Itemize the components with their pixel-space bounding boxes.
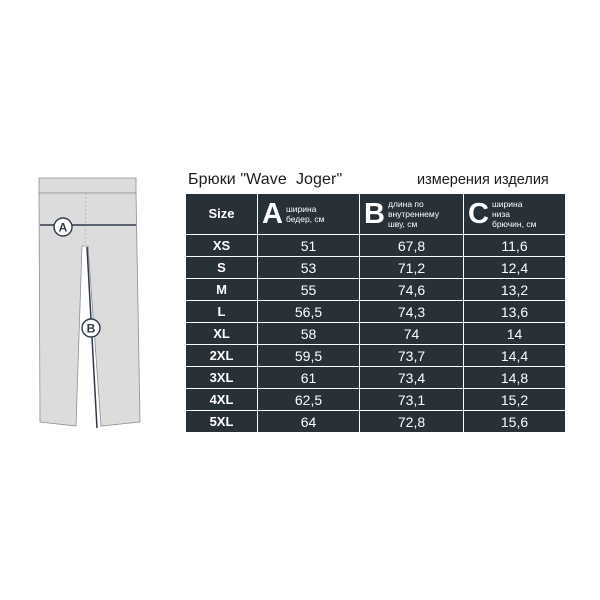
hem-width-cell: 15,6 <box>464 411 566 433</box>
inseam-length-cell: 74,3 <box>360 301 464 323</box>
size-cell: L <box>186 301 258 323</box>
table-row <box>186 279 566 301</box>
pants-illustration <box>20 160 180 440</box>
hem-width-cell: 13,6 <box>464 301 566 323</box>
table-row <box>186 235 566 257</box>
header-hem-width-label: ширина низа брючин, см <box>491 199 537 229</box>
hip-width-cell: 58 <box>258 323 360 345</box>
pants-waistband <box>39 178 136 193</box>
hip-width-cell: 55 <box>258 279 360 301</box>
marker-b-label: B <box>86 321 96 336</box>
size-cell: 5XL <box>186 411 258 433</box>
hem-width-cell: 15,2 <box>464 389 566 411</box>
inseam-length-cell: 73,7 <box>360 345 464 367</box>
table-row <box>186 345 566 367</box>
table-row <box>186 301 566 323</box>
hip-width-cell: 62,5 <box>258 389 360 411</box>
table-row <box>186 257 566 279</box>
header-hip-width-label: ширина бедер, см <box>285 204 325 224</box>
pants-drawing <box>20 160 180 440</box>
product-title: Брюки "Wave Joger" <box>188 171 343 188</box>
size-cell: XL <box>186 323 258 345</box>
hip-width-cell: 64 <box>258 411 360 433</box>
header-inseam-length-label: длина по внутреннему шву, см <box>387 199 440 229</box>
hip-width-cell: 61 <box>258 367 360 389</box>
marker-a-label: A <box>58 220 68 235</box>
header-letter-a: A <box>262 197 283 230</box>
hip-width-cell: 51 <box>258 235 360 257</box>
hem-width-cell: 14,4 <box>464 345 566 367</box>
header-inseam-length <box>360 194 464 235</box>
table-row <box>186 389 566 411</box>
hem-width-cell: 13,2 <box>464 279 566 301</box>
inseam-length-cell: 71,2 <box>360 257 464 279</box>
size-cell: M <box>186 279 258 301</box>
table-row <box>186 367 566 389</box>
size-cell: S <box>186 257 258 279</box>
inseam-length-cell: 73,1 <box>360 389 464 411</box>
table-row <box>186 323 566 345</box>
hem-width-cell: 11,6 <box>464 235 566 257</box>
inseam-length-cell: 74 <box>360 323 464 345</box>
inseam-length-cell: 72,8 <box>360 411 464 433</box>
header-letter-b: B <box>364 197 385 230</box>
hip-width-cell: 53 <box>258 257 360 279</box>
hem-width-cell: 14,8 <box>464 367 566 389</box>
inseam-length-cell: 67,8 <box>360 235 464 257</box>
measurements-subtitle: измерения изделия <box>417 172 549 188</box>
hip-width-cell: 59,5 <box>258 345 360 367</box>
header-hip-width <box>258 194 360 235</box>
inseam-length-cell: 73,4 <box>360 367 464 389</box>
table-row <box>186 411 566 433</box>
header-size-label: Size <box>208 206 235 221</box>
table-header-row <box>186 194 566 235</box>
hem-width-cell: 14 <box>464 323 566 345</box>
header-hem-width <box>464 194 566 235</box>
hem-width-cell: 12,4 <box>464 257 566 279</box>
size-cell: 2XL <box>186 345 258 367</box>
inseam-length-cell: 74,6 <box>360 279 464 301</box>
size-chart-table <box>185 193 566 433</box>
hip-width-cell: 56,5 <box>258 301 360 323</box>
size-cell: 3XL <box>186 367 258 389</box>
header-size <box>186 194 258 235</box>
size-cell: 4XL <box>186 389 258 411</box>
header-letter-c: C <box>468 197 489 230</box>
size-cell: XS <box>186 235 258 257</box>
